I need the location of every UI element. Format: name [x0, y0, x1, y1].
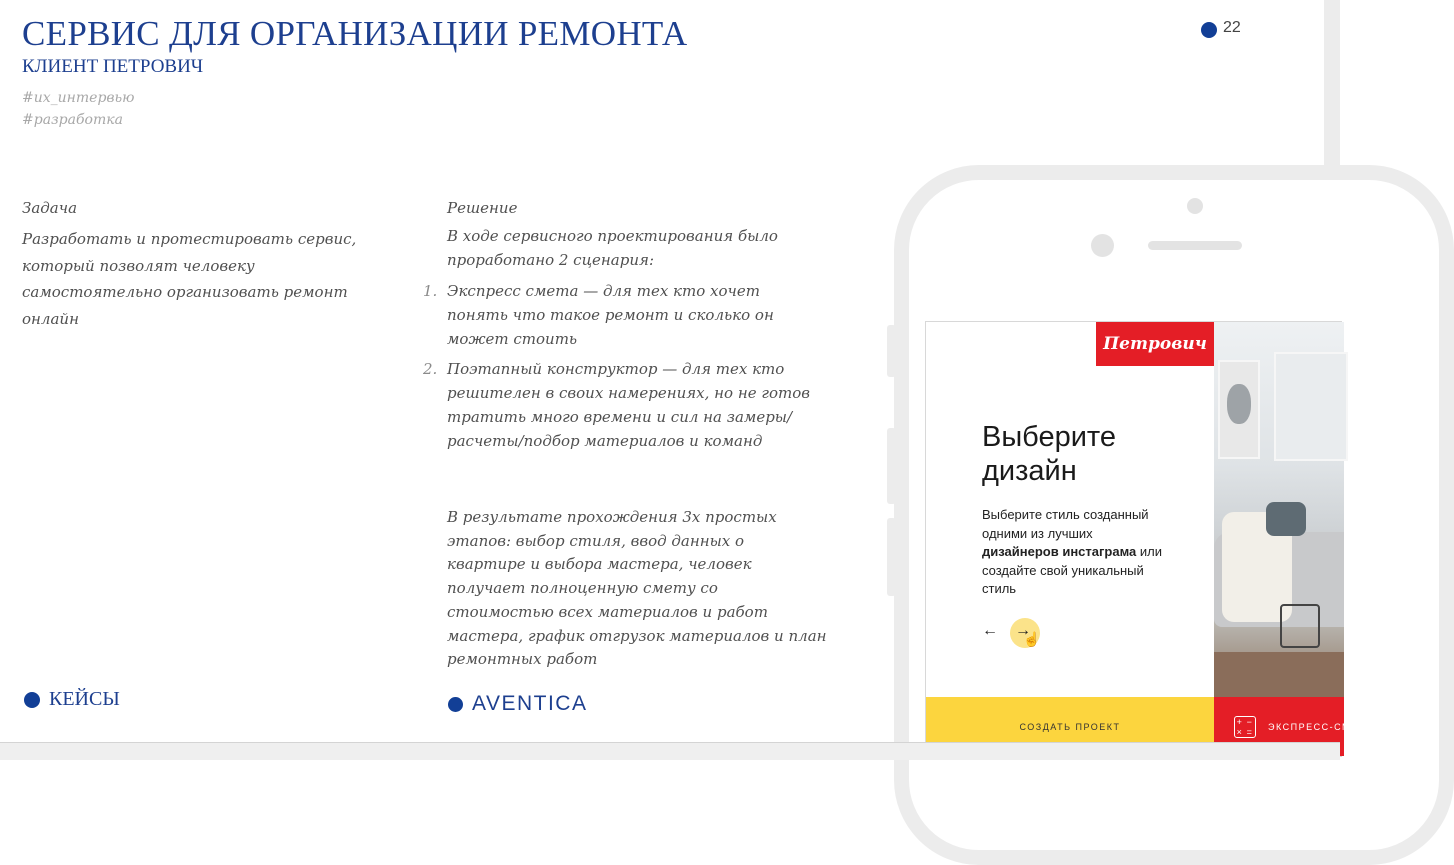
page-subtitle: КЛИЕНТ ПЕТРОВИЧ: [22, 56, 204, 77]
phone-side-button: [887, 428, 896, 504]
arrow-right-icon[interactable]: →: [1015, 622, 1031, 639]
floor-image: [1214, 652, 1344, 697]
screen-title: [982, 420, 1116, 488]
cases-label: КЕЙСЫ: [49, 688, 120, 710]
page-title: СЕРВИС ДЛЯ ОРГАНИЗАЦИИ РЕМОНТА: [22, 14, 688, 53]
desc-text: или создайте свой уникальный стиль: [982, 544, 1162, 596]
task-text: Разработать и протестировать сервис, который позволят человеку самостоятельно организовать ремонт онлайн: [22, 230, 357, 328]
phone-side-button: [887, 325, 896, 377]
brand-name: AVENTICA: [472, 692, 588, 715]
solution-item: [423, 279, 822, 351]
solution-heading: Решение: [447, 199, 518, 217]
cases-link[interactable]: [24, 688, 120, 711]
screen-description: [982, 506, 1172, 599]
solution-item-text: Поэтапный конструктор — для тех кто решителен в своих намерениях, но не готов тратить много времени и сил на замеры/расчеты/подбор материалов и команд: [447, 360, 810, 450]
solution-result: В результате прохождения 3х простых этапов: выбор стиля, ввод данных о квартире и выбора мастера, человек получает полноценную смету со стоимостью всех материалов и работ мастера, график отгрузок материалов и план ремонтных работ: [447, 508, 827, 669]
arrow-left-icon[interactable]: ←: [982, 622, 998, 639]
create-project-button[interactable]: СОЗДАТЬ ПРОЕКТ: [926, 697, 1214, 756]
solution-item: [423, 357, 822, 453]
brand-logo: [448, 692, 587, 716]
desc-bold: дизайнеров инстаграма: [982, 544, 1137, 559]
express-estimate-label: ЭКСПРЕСС-СМЕТА: [1268, 721, 1373, 732]
basket-image: [1280, 604, 1320, 648]
carousel-arrows: [982, 618, 1062, 648]
phone-side-button: [887, 518, 896, 596]
solution-item-text: Экспресс смета — для тех кто хочет понять что такое ремонт и сколько он может стоить: [447, 282, 774, 348]
page-number: 22: [1223, 19, 1241, 36]
bullet-dot-icon: [24, 692, 40, 708]
wall-art-frame: [1274, 352, 1348, 461]
page-dot-icon: [1201, 22, 1217, 38]
pillow-image: [1266, 502, 1306, 536]
wall-art-portrait: [1218, 360, 1260, 459]
solution-intro: В ходе сервисного проектирования было проработано 2 сценария:: [447, 227, 778, 269]
phone-speaker-icon: [1148, 241, 1242, 250]
hand-cursor-icon: ☝: [1023, 631, 1041, 647]
phone-sensor-icon: [1187, 198, 1203, 214]
solution-item-number: 2.: [423, 360, 438, 378]
bottom-strip: [0, 742, 1340, 760]
tag-ux-interview: #ux_интервью: [22, 90, 135, 106]
task-heading: Задача: [22, 199, 78, 217]
screen-title-line: Выберите: [982, 421, 1117, 453]
phone-camera-icon: [1091, 234, 1114, 257]
bullet-dot-icon: [448, 697, 463, 712]
solution-item-number: 1.: [423, 282, 438, 300]
desc-text: Выберите стиль созданный одними из лучших: [982, 507, 1149, 541]
calculator-icon: + − × =: [1234, 716, 1256, 738]
phone-screen: [925, 321, 1373, 757]
interior-photo: [1214, 322, 1344, 697]
petrovich-logo: Петрович: [1096, 322, 1214, 366]
tag-development: #разработка: [22, 112, 123, 128]
screen-title-line: дизайн: [982, 455, 1077, 487]
solution-list: [423, 279, 822, 459]
